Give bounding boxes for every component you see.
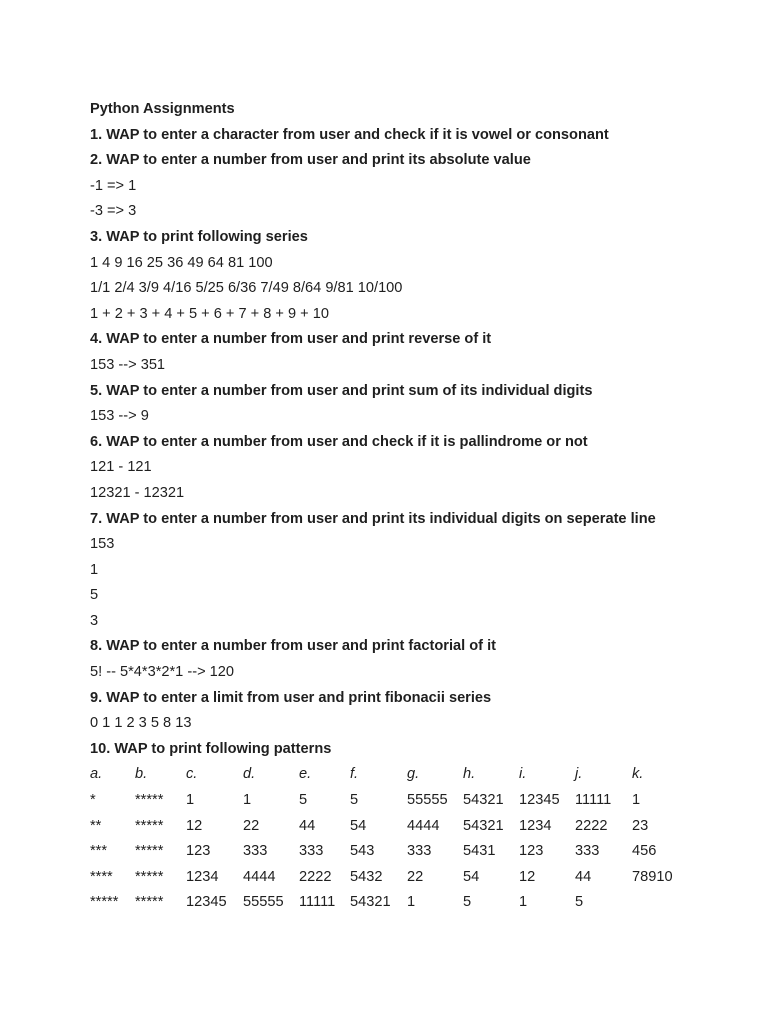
pattern-column-label: f. (350, 766, 359, 783)
pattern-cell: **** (90, 868, 113, 885)
example-line: 121 - 121 (90, 459, 152, 476)
example-line: 1 (90, 561, 99, 578)
pattern-cell: 1 (407, 894, 416, 911)
pattern-cell: 333 (407, 843, 432, 860)
pattern-cell: 456 (632, 843, 657, 860)
pattern-cell: 78910 (632, 868, 673, 885)
pattern-column-label: h. (463, 766, 476, 783)
pattern-cell: 12 (519, 868, 536, 885)
pattern-cell: 4444 (243, 868, 276, 885)
pattern-column-label: c. (186, 766, 198, 783)
pattern-cell: 123 (186, 843, 211, 860)
patterns-header-row (90, 762, 692, 788)
pattern-column-label: k. (632, 766, 644, 783)
example-line: 153 --> 9 (90, 408, 149, 425)
assignment-list (90, 123, 730, 763)
assignment-heading: 5. WAP to enter a number from user and print sum of its individual digits (90, 382, 593, 399)
assignment-heading: 3. WAP to print following series (90, 228, 308, 245)
pattern-column-label: d. (243, 766, 256, 783)
pattern-row (90, 788, 692, 814)
pattern-cell: 44 (299, 817, 316, 834)
pattern-column-label: e. (299, 766, 312, 783)
pattern-cell: 54 (350, 817, 367, 834)
assignment-heading: 9. WAP to enter a limit from user and print fibonacii series (90, 689, 492, 706)
pattern-cell: 12345 (186, 894, 227, 911)
pattern-cell: ***** (135, 817, 164, 834)
assignment-heading: 10. WAP to print following patterns (90, 740, 332, 757)
pattern-cell: 11111 (575, 792, 612, 809)
example-line: 12321 - 12321 (90, 484, 185, 501)
example-line: -3 => 3 (90, 203, 137, 220)
example-line: 153 (90, 536, 115, 553)
pattern-cell: 54 (463, 868, 480, 885)
example-line: 1 4 9 16 25 36 49 64 81 100 (90, 254, 273, 271)
example-line: 5 (90, 587, 99, 604)
pattern-cell: 11111 (299, 894, 336, 911)
pattern-cell: 54321 (463, 817, 504, 834)
example-line: 5! -- 5*4*3*2*1 --> 120 (90, 664, 234, 681)
pattern-cell: 23 (632, 817, 649, 834)
pattern-cell: 5431 (463, 843, 496, 860)
pattern-cell: 123 (519, 843, 544, 860)
pattern-cell: 5 (575, 894, 584, 911)
pattern-cell: * (90, 792, 96, 809)
pattern-cell: *** (90, 843, 108, 860)
assignment-heading: 4. WAP to enter a number from user and print reverse of it (90, 331, 492, 348)
pattern-cell: 5432 (350, 868, 383, 885)
pattern-column-label: g. (407, 766, 420, 783)
pattern-cell: 55555 (243, 894, 284, 911)
example-line: 0 1 1 2 3 5 8 13 (90, 715, 192, 732)
document-title: Python Assignments (90, 101, 235, 117)
document-page (90, 97, 730, 916)
pattern-cell: 543 (350, 843, 375, 860)
pattern-cell: 1234 (186, 868, 219, 885)
example-line: 3 (90, 612, 99, 629)
pattern-cell: 333 (299, 843, 324, 860)
pattern-cell: 333 (575, 843, 600, 860)
pattern-cell: 333 (243, 843, 268, 860)
assignment-heading: 7. WAP to enter a number from user and print its individual digits on seperate line (90, 510, 656, 527)
pattern-cell (632, 890, 692, 916)
pattern-cell: 1 (186, 792, 195, 809)
pattern-cell: 1234 (519, 817, 552, 834)
pattern-cell: 5 (299, 792, 308, 809)
pattern-row (90, 890, 692, 916)
pattern-cell: 1 (632, 792, 641, 809)
pattern-cell: 5 (463, 894, 472, 911)
pattern-cell: 44 (575, 868, 592, 885)
pattern-cell: ***** (135, 894, 164, 911)
pattern-row (90, 839, 692, 865)
pattern-cell: 12345 (519, 792, 560, 809)
pattern-cell: 12 (186, 817, 203, 834)
pattern-cell: ***** (135, 843, 164, 860)
example-line: -1 => 1 (90, 177, 137, 194)
pattern-cell: 1 (519, 894, 528, 911)
pattern-column-label: a. (90, 766, 103, 783)
pattern-cell: 55555 (407, 792, 448, 809)
pattern-cell: ***** (135, 792, 164, 809)
pattern-row (90, 865, 692, 891)
pattern-cell: ***** (135, 868, 164, 885)
pattern-cell: 5 (350, 792, 359, 809)
pattern-cell: 2222 (299, 868, 332, 885)
patterns-table (90, 762, 692, 916)
pattern-cell: 2222 (575, 817, 608, 834)
pattern-column-label: b. (135, 766, 148, 783)
pattern-column-label: i. (519, 766, 527, 783)
example-line: 1 + 2 + 3 + 4 + 5 + 6 + 7 + 8 + 9 + 10 (90, 305, 329, 322)
assignment-heading: 2. WAP to enter a number from user and print its absolute value (90, 152, 531, 169)
example-line: 153 --> 351 (90, 356, 166, 373)
pattern-cell: 4444 (407, 817, 440, 834)
pattern-cell: ** (90, 817, 102, 834)
assignment-heading: 8. WAP to enter a number from user and print factorial of it (90, 638, 496, 655)
pattern-cell: 22 (407, 868, 424, 885)
pattern-cell: ***** (90, 894, 119, 911)
pattern-column-label: j. (575, 766, 583, 783)
assignment-heading: 6. WAP to enter a number from user and check if it is pallindrome or not (90, 433, 588, 450)
pattern-cell: 54321 (463, 792, 504, 809)
assignment-heading: 1. WAP to enter a character from user and check if it is vowel or consonant (90, 126, 609, 143)
pattern-cell: 54321 (350, 894, 391, 911)
example-line: 1/1 2/4 3/9 4/16 5/25 6/36 7/49 8/64 9/81 10/100 (90, 280, 403, 297)
pattern-row (90, 814, 692, 840)
pattern-cell: 1 (243, 792, 252, 809)
pattern-cell: 22 (243, 817, 260, 834)
